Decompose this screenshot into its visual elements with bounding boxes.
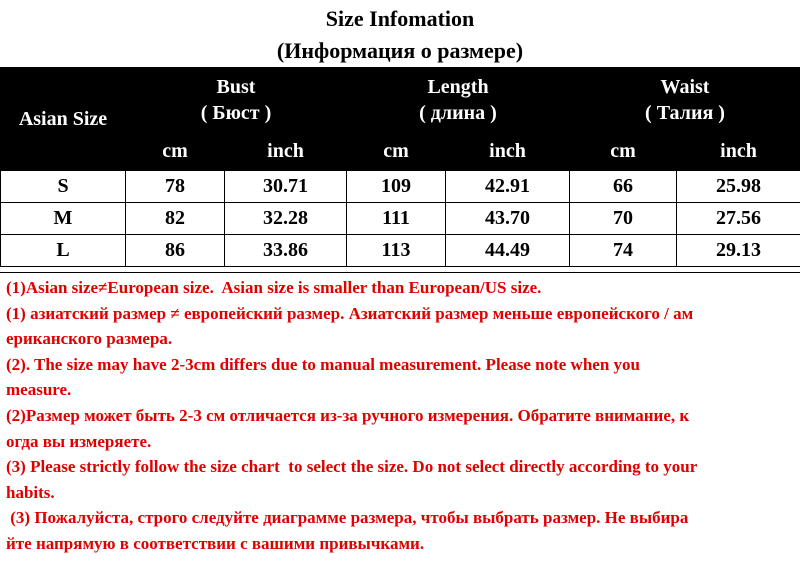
table-cell: 33.86 — [225, 235, 347, 267]
table-row — [1, 171, 800, 203]
table-cell: 74 — [570, 235, 677, 267]
table-cell: 111 — [347, 203, 446, 235]
size-cell: L — [1, 235, 126, 267]
column-header-asian-size: Asian Size — [1, 68, 126, 171]
table-cell: 30.71 — [225, 171, 347, 203]
bust-sub-label: ( Бюст ) — [200, 102, 272, 124]
table-cell: 66 — [570, 171, 677, 203]
unit-header: cm — [347, 133, 446, 171]
table-cell: 42.91 — [446, 171, 570, 203]
table-cell: 109 — [347, 171, 446, 203]
note-measurement-en: (2). The size may have 2-3cm differs due to manual measurement. Please note when you measure. — [6, 354, 640, 400]
page-subtitle: (Информация о размере) — [276, 38, 524, 63]
column-header-length — [347, 68, 570, 133]
unit-header: inch — [225, 133, 347, 171]
table-cell: 44.49 — [446, 235, 570, 267]
table-cell: 78 — [126, 171, 225, 203]
length-sub-label: ( длина ) — [419, 102, 497, 124]
unit-header: inch — [677, 133, 800, 171]
table-cell: 82 — [126, 203, 225, 235]
note-asian-size-ru: (1) азиатский размер ≠ европейский размер. Азиатский размер меньше европейского / ам ериканского размера. — [6, 303, 694, 349]
unit-header: cm — [126, 133, 225, 171]
table-cell: 113 — [347, 235, 446, 267]
note-size-chart-en: (3) Please strictly follow the size chart to select the size. Do not select directly according to your habits. — [6, 457, 698, 502]
table-cell: 43.70 — [446, 203, 570, 235]
unit-header: cm — [570, 133, 677, 171]
table-cell: 25.98 — [677, 171, 800, 203]
size-cell: S — [1, 171, 126, 203]
length-label: Length — [427, 76, 489, 98]
table-cell: 29.13 — [677, 235, 800, 267]
note-asian-size-en: (1)Asian size≠European size. Asian size is smaller than European/US size. — [6, 278, 542, 297]
bust-label: Bust — [216, 76, 256, 98]
table-cell: 32.28 — [225, 203, 347, 235]
note-size-chart-ru: (3) Пожалуйста, строго следуйте диаграмме размера, чтобы выбрать размер. Не выбира йте напрямую в соответствии с вашими привычками. — [6, 508, 689, 553]
unit-header: inch — [446, 133, 570, 171]
table-cell: 70 — [570, 203, 677, 235]
column-header-waist — [570, 68, 800, 133]
note-measurement-ru: (2)Размер может быть 2-3 см отличается из-за ручного измерения. Обратите внимание, к огда вы измеряете. — [6, 405, 690, 451]
table-header-row — [1, 68, 800, 133]
table-row — [1, 203, 800, 235]
size-notes — [0, 272, 800, 561]
size-table — [0, 67, 800, 267]
table-cell: 27.56 — [677, 203, 800, 235]
table-cell: 86 — [126, 235, 225, 267]
size-cell: M — [1, 203, 126, 235]
page-title: Size Infomation — [325, 6, 475, 31]
column-header-bust — [126, 68, 347, 133]
waist-sub-label: ( Талия ) — [645, 102, 725, 124]
waist-label: Waist — [660, 76, 710, 98]
table-row — [1, 235, 800, 267]
